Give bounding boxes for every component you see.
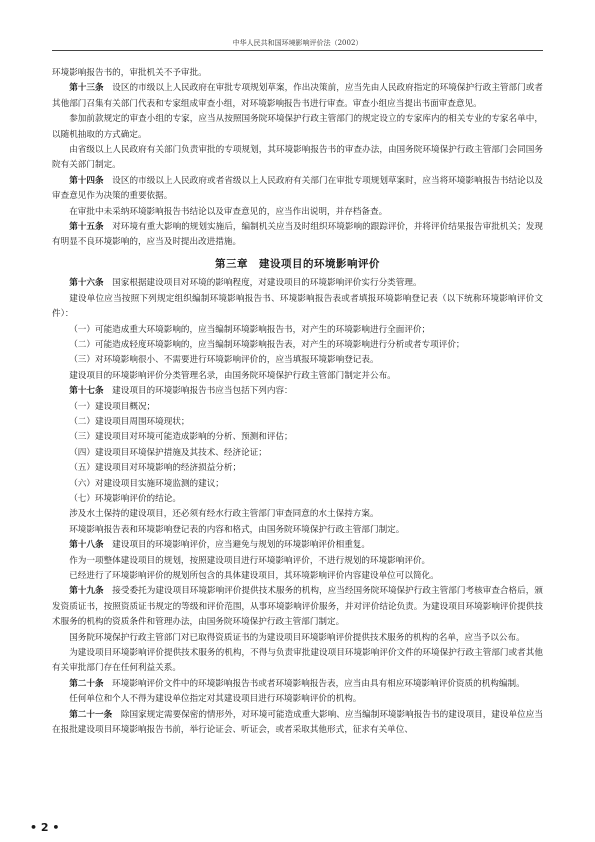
running-header: 中华人民共和国环境影响评价法（2002）	[52, 38, 543, 51]
paragraph-text: 建设项目的环境影响报告书应当包括下列内容：	[103, 386, 293, 397]
paragraph-text: （四）建设项目环境保护措施及其技术、经济论证；	[69, 447, 267, 458]
paragraph-text: 环境影响报告表和环境影响登记表的内容和格式，由国务院环境保护行政主管部门制定。	[69, 524, 405, 535]
paragraph	[52, 446, 543, 461]
paragraph-text: （三）对环境影响很小、不需要进行环境影响评价的，应当填报环境影响登记表。	[69, 355, 379, 366]
paragraph-text: 对环境有重大影响的规划实施后，编制机关应当及时组织环境影响的跟踪评价，并将评价结果报告审批机关；发现有明显不良环境影响的，应当及时提出改进措施。	[52, 222, 543, 248]
article-paragraph	[52, 81, 543, 112]
article-number: 第二十条	[69, 678, 104, 689]
paragraph-text: 为建设项目环境影响评价提供技术服务的机构，不得与负责审批建设项目环境影响评价文件的环境保护行政主管部门或者其他有关审批部门存在任何利益关系。	[52, 648, 543, 674]
article-paragraph	[52, 174, 543, 205]
paragraph	[52, 415, 543, 430]
paragraph-text: 在审批中未采纳环境影响报告书结论以及审查意见的，应当作出说明，并存档备查。	[69, 206, 388, 217]
paragraph	[52, 569, 543, 584]
paragraph-text: 接受委托为建设项目环境影响评价提供技术服务的机构，应当经国务院环境保护行政主管部门考核审查合格后，颁发资质证书，按照资质证书规定的等级和评价范围，从事环境影响评价服务，并对评价结论负责。为建设项目环境影响评价提供技术服务的机构的资质条件和管理办法，由国务院环境保护行政主管部门制定。	[52, 586, 543, 628]
paragraph-text: （六）对建设项目实施环境监测的建议；	[69, 478, 224, 489]
paragraph-text: 除国家规定需要保密的情形外，对环境可能造成重大影响、应当编制环境影响报告书的建设项目，建设单位应当在报批建设项目环境影响报告书前，举行论证会、听证会，或者采取其他形式，征求有关单位、	[52, 709, 543, 736]
paragraph	[52, 205, 543, 220]
paragraph	[52, 369, 543, 384]
paragraph	[52, 554, 543, 569]
paragraph-text: （二）建设项目周围环境现状；	[69, 416, 190, 427]
paragraph	[52, 523, 543, 538]
paragraph-text: 设区的市级以上人民政府或者省级以上人民政府有关部门在审批专项规划草案时，应当将环境影响报告书结论以及审查意见作为决策的重要依据。	[52, 175, 543, 202]
article-paragraph	[52, 384, 543, 399]
paragraph	[52, 353, 543, 368]
paragraph	[52, 143, 543, 174]
article-number: 第十五条	[69, 222, 104, 233]
section-after	[52, 276, 543, 738]
article-paragraph	[52, 708, 543, 739]
paragraph-text: 作为一项整体建设项目的规划，按照建设项目进行环境影响评价，不进行规划的环境影响评价。	[69, 555, 431, 566]
paragraph-text: （一）可能造成重大环境影响的，应当编制环境影响报告书，对产生的环境影响进行全面评价；	[69, 324, 431, 335]
paragraph-text: 环境影响报告书的，审批机关不予审批。	[52, 68, 207, 78]
article-paragraph	[52, 538, 543, 553]
paragraph-text: 设区的市级以上人民政府在审批专项规划草案，作出决策前，应当先由人民政府指定的环境保护行政主管部门或者其他部门召集有关部门代表和专家组成审查小组，对环境影响报告书进行审查。审查小组应当提出书面审查意见。	[52, 83, 543, 109]
paragraph	[52, 477, 543, 492]
paragraph-text: （三）建设项目对环境可能造成影响的分析、预测和评估；	[69, 432, 293, 443]
article-number: 第十七条	[69, 386, 104, 397]
paragraph	[52, 112, 543, 143]
paragraph-text: （五）建设项目对环境影响的经济损益分析；	[69, 463, 242, 474]
paragraph-text: 涉及水土保持的建设项目，还必须有经水行政主管部门审查同意的水土保持方案。	[69, 509, 379, 520]
paragraph-text: （一）建设项目概况；	[69, 401, 156, 412]
paragraph-text: （七）环境影响评价的结论。	[69, 493, 181, 504]
paragraph-text: 建设项目的环境影响评价分类管理名录，由国务院环境保护行政主管部门制定并公布。	[69, 370, 396, 381]
paragraph	[52, 631, 543, 646]
article-paragraph	[52, 220, 543, 251]
article-paragraph	[52, 584, 543, 630]
paragraph	[52, 492, 543, 507]
chapter-title: 第三章 建设项目的环境影响评价	[215, 257, 380, 270]
paragraph-text: 由省级以上人民政府有关部门负责审批的专项规划，其环境影响报告书的审查办法，由国务院环境保护行政主管部门会同国务院有关部门制定。	[52, 145, 543, 171]
paragraph-text: 国家根据建设项目对环境的影响程度，对建设项目的环境影响评价实行分类管理。	[103, 278, 422, 289]
document-body	[52, 66, 543, 738]
paragraph	[52, 507, 543, 522]
article-number: 第十九条	[69, 586, 104, 597]
article-number: 第二十一条	[69, 709, 113, 720]
page-number: • 2 •	[30, 821, 60, 834]
paragraph-text: 建设单位应当按照下列规定组织编制环境影响报告书、环境影响报告表或者填报环境影响登记表（以下统称环境影响评价文件）：	[52, 293, 543, 320]
article-number: 第十八条	[69, 540, 104, 551]
article-number: 第十三条	[69, 83, 104, 94]
article-paragraph	[52, 677, 543, 692]
paragraph-text: 环境影响评价文件中的环境影响报告书或者环境影响报告表，应当由具有相应环境影响评价资质的机构编制。	[103, 678, 525, 689]
article-number: 第十四条	[69, 175, 104, 186]
paragraph-text: （二）可能造成轻度环境影响的，应当编制环境影响报告表，对产生的环境影响进行分析或者专项评价；	[69, 339, 465, 350]
paragraph-text: 国务院环境保护行政主管部门对已取得资质证书的为建设项目环境影响评价提供技术服务的机构的名单，应当予以公布。	[69, 632, 525, 643]
paragraph	[52, 323, 543, 338]
paragraph-text: 任何单位和个人不得为建设单位指定对其建设项目进行环境影响评价的机构。	[69, 694, 362, 705]
paragraph	[52, 66, 543, 81]
paragraph-text: 已经进行了环境影响评价的规划所包含的具体建设项目，其环境影响评价内容建设单位可以简化。	[69, 571, 439, 581]
paragraph	[52, 692, 543, 707]
paragraph	[52, 430, 543, 445]
article-number: 第十六条	[69, 278, 104, 289]
paragraph	[52, 646, 543, 677]
paragraph	[52, 338, 543, 353]
paragraph-text: 参加前款规定的审查小组的专家，应当从按照国务院环境保护行政主管部门的规定设立的专家库内的相关专业的专家名单中，以随机抽取的方式确定。	[52, 114, 543, 140]
paragraph-text: 建设项目的环境影响评价，应当避免与规划的环境影响评价相重复。	[103, 540, 370, 551]
paragraph	[52, 292, 543, 323]
section-before	[52, 66, 543, 251]
paragraph	[52, 461, 543, 476]
paragraph	[52, 400, 543, 415]
article-paragraph	[52, 276, 543, 291]
